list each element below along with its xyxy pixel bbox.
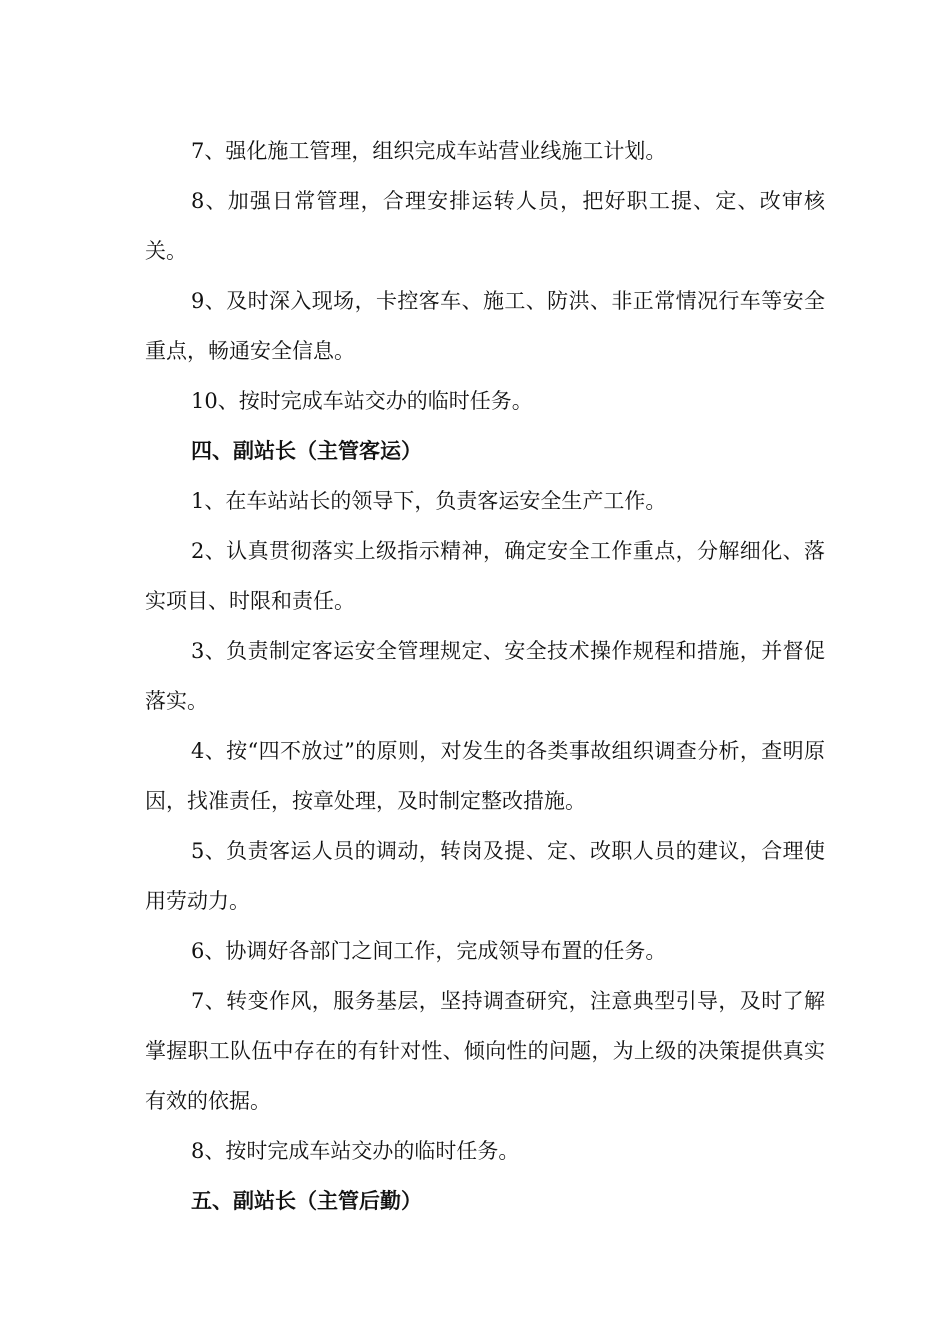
paragraph-item: 10、按时完成车站交办的临时任务。 bbox=[191, 389, 533, 413]
document-body bbox=[145, 126, 825, 1226]
paragraph-item: 4、按“四不放过”的原则，对发生的各类事故组织调查分析，查明原因，找准责任，按章处理，及时制定整改措施。 bbox=[145, 739, 825, 813]
paragraph-item: 7、转变作风，服务基层，坚持调查研究，注意典型引导，及时了解掌握职工队伍中存在的有针对性、倾向性的问题，为上级的决策提供真实有效的依据。 bbox=[145, 989, 825, 1113]
paragraph-item: 1、在车站站长的领导下，负责客运安全生产工作。 bbox=[191, 489, 667, 513]
paragraph-item: 6、协调好各部门之间工作，完成领导布置的任务。 bbox=[191, 939, 667, 963]
section-heading-passenger: 四、副站长（主管客运） bbox=[191, 439, 422, 463]
paragraph-item: 3、负责制定客运安全管理规定、安全技术操作规程和措施，并督促落实。 bbox=[145, 639, 825, 713]
paragraph-item: 8、加强日常管理，合理安排运转人员，把好职工提、定、改审核关。 bbox=[145, 189, 825, 263]
paragraph-item: 8、按时完成车站交办的临时任务。 bbox=[191, 1139, 520, 1163]
paragraph-item: 7、强化施工管理，组织完成车站营业线施工计划。 bbox=[191, 139, 667, 163]
paragraph-item: 5、负责客运人员的调动，转岗及提、定、改职人员的建议，合理使用劳动力。 bbox=[145, 839, 825, 913]
paragraph-item: 2、认真贯彻落实上级指示精神，确定安全工作重点，分解细化、落实项目、时限和责任。 bbox=[145, 539, 825, 613]
section-heading-logistics: 五、副站长（主管后勤） bbox=[191, 1189, 422, 1213]
paragraph-item: 9、及时深入现场，卡控客车、施工、防洪、非正常情况行车等安全重点，畅通安全信息。 bbox=[145, 289, 825, 363]
